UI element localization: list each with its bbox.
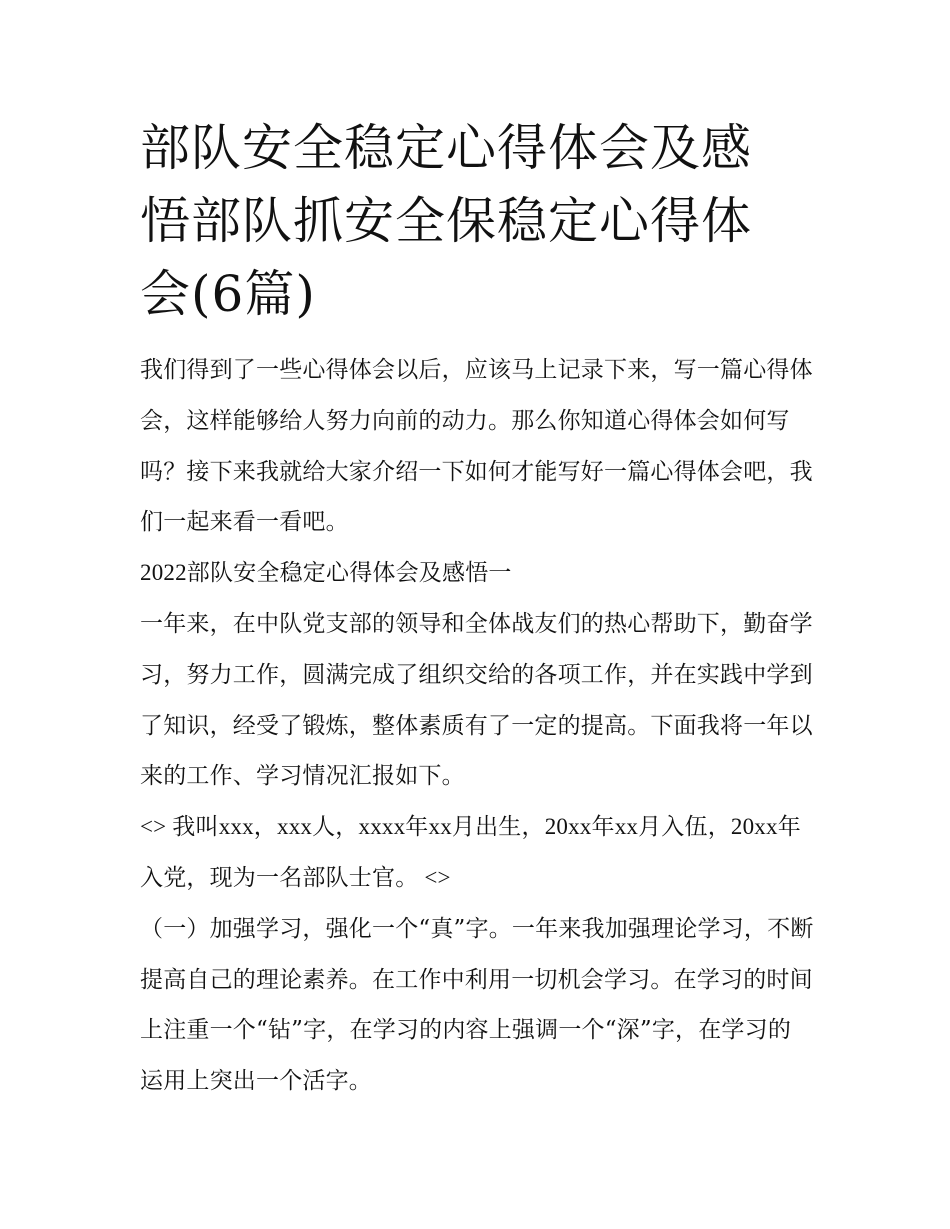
document-page — [140, 112, 820, 1107]
personal-info-paragraph: <> 我叫xxx，xxx人，xxxx年xx月出生，20xx年xx月入伍，20xx年入党，现为一名部队士官。 <> — [140, 814, 801, 890]
intro-paragraph: 我们得到了一些心得体会以后，应该马上记录下来，写一篇心得体会，这样能够给人努力向前的动力。那么你知道心得体会如何写吗？接下来我就给大家介绍一下如何才能写好一篇心得体会吧，我们一起来看一看吧。 — [140, 357, 813, 536]
document-title: 部队安全稳定心得体会及感悟部队抓安全保稳定心得体会(6篇) — [140, 119, 752, 323]
section-heading: 2022部队安全稳定心得体会及感悟一 — [140, 560, 512, 586]
study-paragraph: （一）加强学习，强化一个“真”字。一年来我加强理论学习，不断提高自己的理论素养。在工作中利用一切机会学习。在学习的时间上注重一个“钻”字，在学习的内容上强调一个“深”字，在学习的运用上突出一个活字。 — [140, 915, 814, 1095]
body-paragraph: 一年来，在中队党支部的领导和全体战友们的热心帮助下，勤奋学习，努力工作，圆满完成了组织交给的各项工作，并在实践中学到了知识，经受了锻炼，整体素质有了一定的提高。下面我将一年以来的工作、学习情况汇报如下。 — [140, 610, 813, 790]
